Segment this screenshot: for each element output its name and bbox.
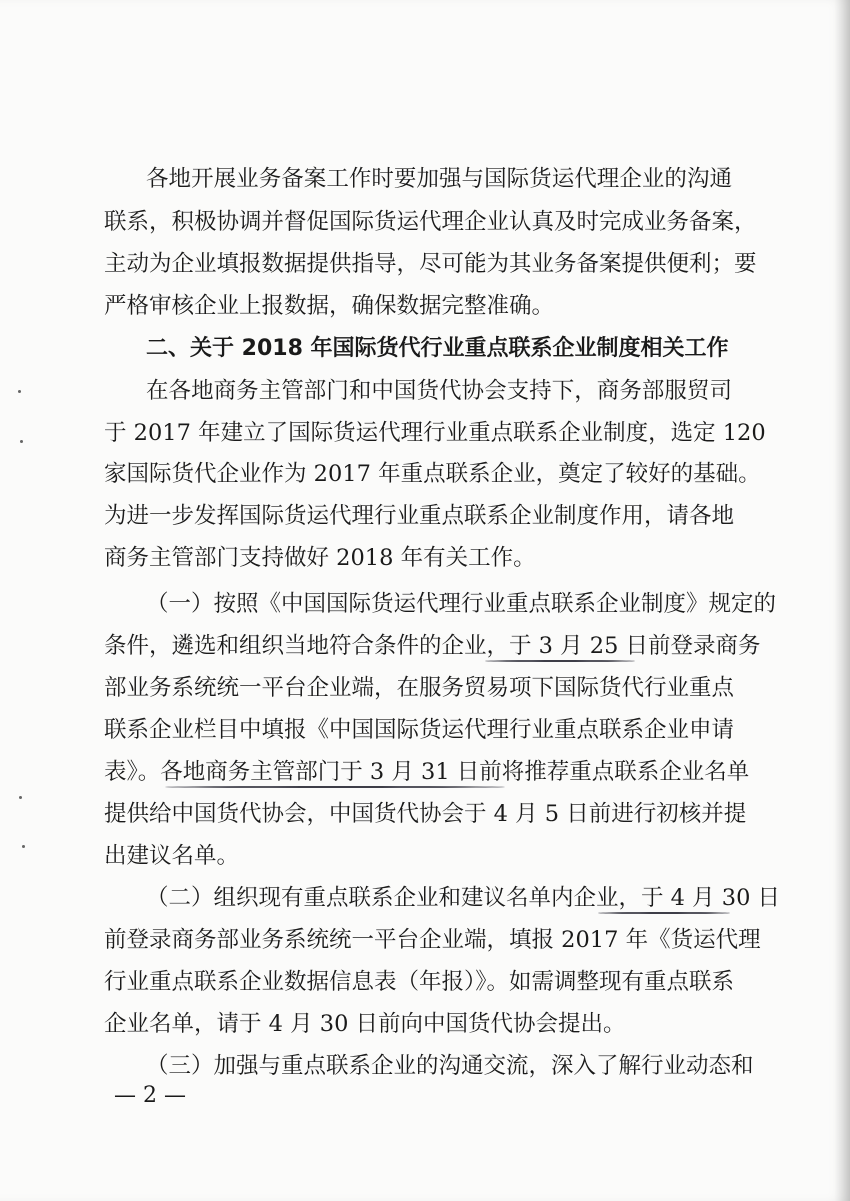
body-line: 严格审核企业上报数据，确保数据完整准确。 [104, 293, 555, 319]
body-line: 条件，遴选和组织当地符合条件的企业，于 3 月 25 日前登录商务 [104, 633, 761, 659]
body-line: 前登录商务部业务系统统一平台企业端，填报 2017 年《货运代理 [104, 927, 761, 953]
body-line: 部业务系统统一平台企业端，在服务贸易项下国际货代行业重点 [104, 675, 735, 701]
body-line: 行业重点联系企业数据信息表（年报）》。如需调整现有重点联系 [104, 969, 735, 995]
body-line: 联系，积极协调并督促国际货运代理企业认真及时完成业务备案， [104, 209, 757, 235]
body-line: 在各地商务主管部门和中国货代协会支持下，商务部服贸司 [146, 378, 732, 404]
body-line: （一）按照《中国国际货运代理行业重点联系企业制度》规定的 [146, 591, 777, 617]
pen-underline [165, 786, 505, 788]
body-line: （二）组织现有重点联系企业和建议名单内企业，于 4 月 30 日 [146, 885, 781, 911]
body-line: （三）加强与重点联系企业的沟通交流，深入了解行业动态和 [146, 1053, 754, 1079]
body-line: 企业名单，请于 4 月 30 日前向中国货代协会提出。 [104, 1011, 626, 1037]
body-line: 主动为企业填报数据提供指导，尽可能为其业务备案提供便利；要 [104, 251, 757, 277]
scan-speck [22, 845, 25, 848]
section-heading: 二、关于 2018 年国际货代行业重点联系企业制度相关工作 [146, 336, 729, 361]
body-line: 商务主管部门支持做好 2018 年有关工作。 [104, 545, 536, 571]
body-line: 表》。各地商务主管部门于 3 月 31 日前将推荐重点联系企业名单 [104, 759, 750, 785]
page-edge-shadow [834, 0, 850, 1201]
body-line: 为进一步发挥国际货运代理行业重点联系企业制度作用，请各地 [104, 503, 735, 529]
body-line: 家国际货代企业作为 2017 年重点联系企业，奠定了较好的基础。 [104, 461, 761, 487]
page-number: — 2 — [114, 1083, 186, 1108]
body-line: 出建议名单。 [104, 843, 240, 869]
pen-underline [485, 660, 635, 662]
body-line: 提供给中国货代协会，中国货代协会于 4 月 5 日前进行初核并提 [104, 801, 747, 827]
scan-speck [20, 440, 23, 443]
scan-speck [19, 796, 22, 799]
body-line: 于 2017 年建立了国际货运代理行业重点联系企业制度，选定 120 [104, 420, 766, 446]
body-line: 联系企业栏目中填报《中国国际货运代理行业重点联系企业申请 [104, 717, 735, 743]
scan-speck [18, 390, 21, 393]
body-line: 各地开展业务备案工作时要加强与国际货运代理企业的沟通 [146, 166, 732, 192]
pen-underline [598, 912, 730, 914]
